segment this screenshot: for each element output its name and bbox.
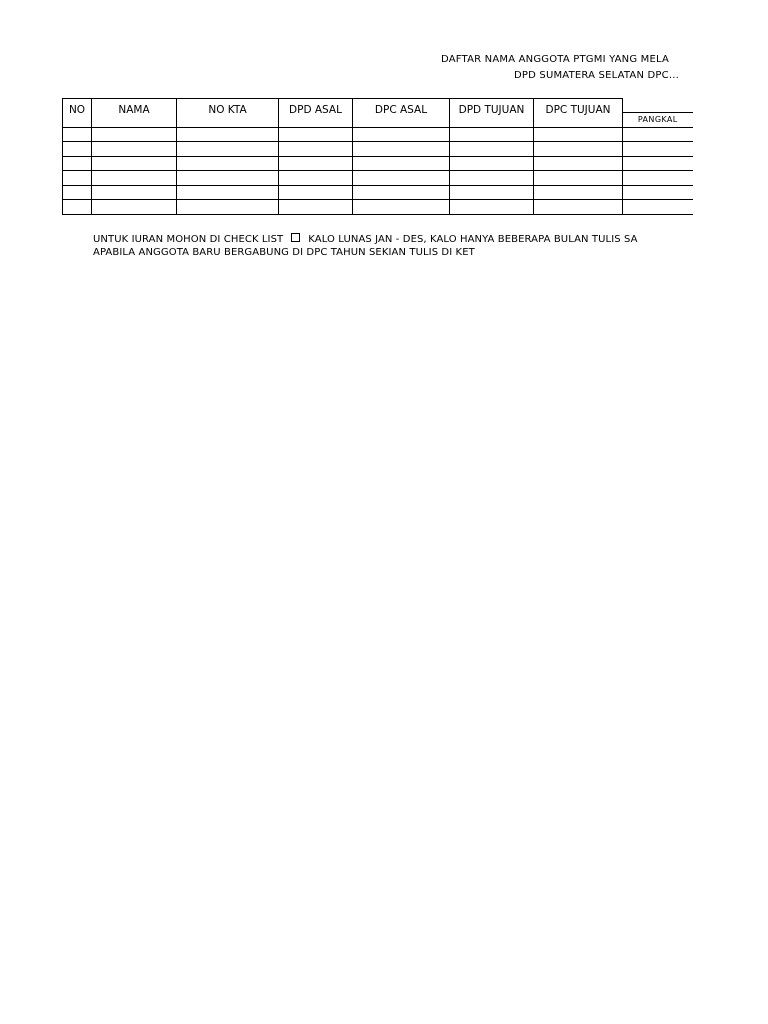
table-cell[interactable] (623, 127, 693, 142)
table-cell[interactable] (177, 185, 279, 200)
table-cell[interactable] (177, 142, 279, 157)
table-row (63, 171, 693, 186)
column-header-no-kta: NO KTA (177, 99, 279, 128)
table-row (63, 185, 693, 200)
table-cell[interactable] (450, 185, 534, 200)
table-row (63, 156, 693, 171)
table-cell[interactable] (534, 185, 623, 200)
table-cell[interactable] (279, 127, 353, 142)
table-cell[interactable] (92, 142, 177, 157)
column-header-merged-top (623, 99, 693, 113)
member-table (62, 98, 693, 215)
table-cell[interactable] (92, 171, 177, 186)
table-cell[interactable] (534, 142, 623, 157)
column-header-dpd-tujuan: DPD TUJUAN (450, 99, 534, 128)
table-cell[interactable] (353, 127, 450, 142)
document-title-line-2: DPD SUMATERA SELATAN DPC... (514, 70, 679, 81)
table-cell[interactable] (450, 200, 534, 215)
table-cell[interactable] (92, 200, 177, 215)
table-cell[interactable] (279, 156, 353, 171)
table-cell[interactable] (450, 127, 534, 142)
table-row (63, 142, 693, 157)
table-cell[interactable] (63, 142, 92, 157)
table-cell[interactable] (534, 171, 623, 186)
table-cell[interactable] (177, 171, 279, 186)
table-cell[interactable] (623, 171, 693, 186)
table-cell[interactable] (353, 156, 450, 171)
column-header-dpc-tujuan: DPC TUJUAN (534, 99, 623, 128)
iuran-note-text-after: KALO LUNAS JAN - DES, KALO HANYA BEBERAPA BULAN TULIS SA (308, 234, 638, 245)
table-cell[interactable] (177, 200, 279, 215)
table-cell[interactable] (63, 200, 92, 215)
table-cell[interactable] (279, 185, 353, 200)
column-header-pangkal: PANGKAL (623, 112, 693, 127)
table-cell[interactable] (623, 200, 693, 215)
column-header-no: NO (63, 99, 92, 128)
table-cell[interactable] (177, 156, 279, 171)
table-cell[interactable] (279, 142, 353, 157)
iuran-note (93, 233, 638, 245)
column-header-dpc-asal: DPC ASAL (353, 99, 450, 128)
table-cell[interactable] (63, 185, 92, 200)
table-row (63, 200, 693, 215)
table-cell[interactable] (623, 142, 693, 157)
table-cell[interactable] (534, 156, 623, 171)
table-cell[interactable] (177, 127, 279, 142)
iuran-note-text-before: UNTUK IURAN MOHON DI CHECK LIST (93, 234, 284, 245)
table-cell[interactable] (279, 200, 353, 215)
checkbox-icon (291, 233, 300, 242)
table-cell[interactable] (353, 185, 450, 200)
table-cell[interactable] (92, 127, 177, 142)
table-cell[interactable] (92, 156, 177, 171)
table-row (63, 127, 693, 142)
table-cell[interactable] (450, 171, 534, 186)
table-cell[interactable] (623, 156, 693, 171)
table-cell[interactable] (623, 185, 693, 200)
table-cell[interactable] (353, 200, 450, 215)
new-member-note: APABILA ANGGOTA BARU BERGABUNG DI DPC TAHUN SEKIAN TULIS DI KET (93, 247, 475, 258)
table-cell[interactable] (353, 171, 450, 186)
table-cell[interactable] (63, 127, 92, 142)
table-cell[interactable] (279, 171, 353, 186)
table-cell[interactable] (63, 171, 92, 186)
table-cell[interactable] (63, 156, 92, 171)
table-cell[interactable] (92, 185, 177, 200)
column-header-dpd-asal: DPD ASAL (279, 99, 353, 128)
column-header-nama: NAMA (92, 99, 177, 128)
table-cell[interactable] (353, 142, 450, 157)
table-cell[interactable] (450, 156, 534, 171)
table-cell[interactable] (534, 127, 623, 142)
document-title-line-1: DAFTAR NAMA ANGGOTA PTGMI YANG MELA (441, 54, 670, 65)
table-cell[interactable] (450, 142, 534, 157)
table-cell[interactable] (534, 200, 623, 215)
